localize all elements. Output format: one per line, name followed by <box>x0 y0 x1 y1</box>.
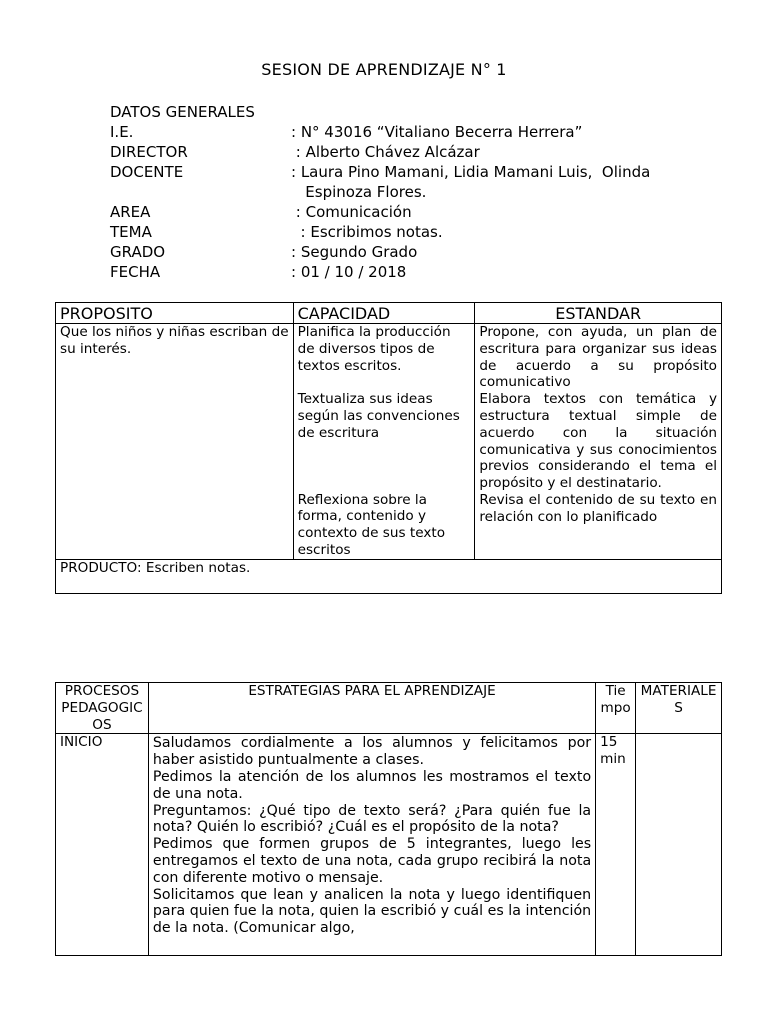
estandar-item: Revisa el contenido de su texto en relación con lo planificado <box>479 491 717 525</box>
producto-row <box>56 559 722 593</box>
capacidad-item: Reflexiona sobre la forma, contenido y contexto de sus texto escritos <box>297 491 446 558</box>
header-tiempo: Tiempo <box>596 683 636 734</box>
datos-row-docente-cont <box>110 182 730 202</box>
datos-label: FECHA <box>110 263 161 281</box>
datos-row-ie <box>110 122 730 142</box>
datos-value: : 01 / 10 / 2018 <box>291 263 407 281</box>
capacidad-cell <box>293 324 475 560</box>
estandar-cell <box>475 324 722 560</box>
estrategia-item: Saludamos cordialmente a los alumnos y felicitamos por haber asistido puntualmente a clases. <box>152 735 592 769</box>
datos-row-grado <box>110 242 730 262</box>
competencias-table <box>55 302 722 594</box>
header-materiales: MATERIALES <box>636 683 722 734</box>
header-estandar: ESTANDAR <box>475 303 722 324</box>
materiales-cell <box>636 734 722 956</box>
producto-cell: PRODUCTO: Escriben notas. <box>56 559 722 593</box>
datos-row-fecha <box>110 262 730 282</box>
estandar-item: Propone, con ayuda, un plan de escritura para organizar sus ideas de acuerdo a su propósito comunicativo <box>479 324 717 391</box>
datos-label: TEMA <box>110 223 152 241</box>
datos-value: : Segundo Grado <box>291 243 418 261</box>
table-row <box>56 734 722 956</box>
header-procesos: PROCESOS PEDAGOGICOS <box>56 683 149 734</box>
datos-label <box>110 182 291 202</box>
datos-label: GRADO <box>110 243 166 261</box>
estandar-item: Elabora textos con temática y estructura textual simple de acuerdo con la situación comunicativa y sus conocimientos previos considerando el tema el propósito y el destinatario. <box>479 391 717 492</box>
estrategia-item: Pedimos que formen grupos de 5 integrantes, luego les entregamos el texto de una nota, cada grupo recibirá la nota con diferente motivo o mensaje. <box>152 836 592 886</box>
table-row <box>56 324 722 560</box>
datos-label: DIRECTOR <box>110 143 188 161</box>
datos-value: : Comunicación <box>291 203 412 221</box>
header-proposito: PROPOSITO <box>56 303 294 324</box>
datos-row-docente <box>110 162 730 182</box>
estrategias-table <box>55 682 722 956</box>
proposito-cell: Que los niños y niñas escriban de su interés. <box>56 324 294 560</box>
datos-heading: DATOS GENERALES <box>110 103 255 121</box>
datos-value: : Alberto Chávez Alcázar <box>291 143 480 161</box>
datos-row-tema <box>110 222 730 242</box>
datos-generales <box>110 102 730 282</box>
datos-row-area <box>110 202 730 222</box>
estrategia-item: Solicitamos que lean y analicen la nota y luego identifiquen para quien fue la nota, quien la escribió y cuál es la intención de la nota. (Comunicar algo, <box>152 886 592 937</box>
datos-value: : Escribimos notas. <box>291 223 443 241</box>
datos-label: I.E. <box>110 123 134 141</box>
estrategias-cell <box>148 734 595 956</box>
datos-label: DOCENTE <box>110 163 184 181</box>
datos-value: : N° 43016 “Vitaliano Becerra Herrera” <box>291 123 583 141</box>
capacidad-item: Planifica la producción de diversos tipos de textos escritos. <box>297 324 451 374</box>
datos-value: : Laura Pino Mamani, Lidia Mamani Luis, Olinda <box>291 163 651 181</box>
proceso-cell: INICIO <box>56 734 149 956</box>
estrategia-item: Pedimos la atención de los alumnos les mostramos el texto de una nota. <box>152 768 592 802</box>
capacidad-item: Textualiza sus ideas según las convenciones de escritura <box>297 391 460 441</box>
tiempo-cell: 15 min <box>596 734 636 956</box>
table-header-row <box>56 683 722 734</box>
table-header-row <box>56 303 722 324</box>
datos-label: AREA <box>110 203 151 221</box>
header-estrategias: ESTRATEGIAS PARA EL APRENDIZAJE <box>148 683 595 734</box>
header-capacidad: CAPACIDAD <box>293 303 475 324</box>
datos-value: Espinoza Flores. <box>291 183 427 201</box>
estrategia-item: Preguntamos: ¿Qué tipo de texto será? ¿Para quién fue la nota? Quién lo escribió? ¿Cuál es el propósito de la nota? <box>152 802 592 836</box>
page-title: SESION DE APRENDIZAJE N° 1 <box>261 60 507 79</box>
datos-row-director <box>110 142 730 162</box>
